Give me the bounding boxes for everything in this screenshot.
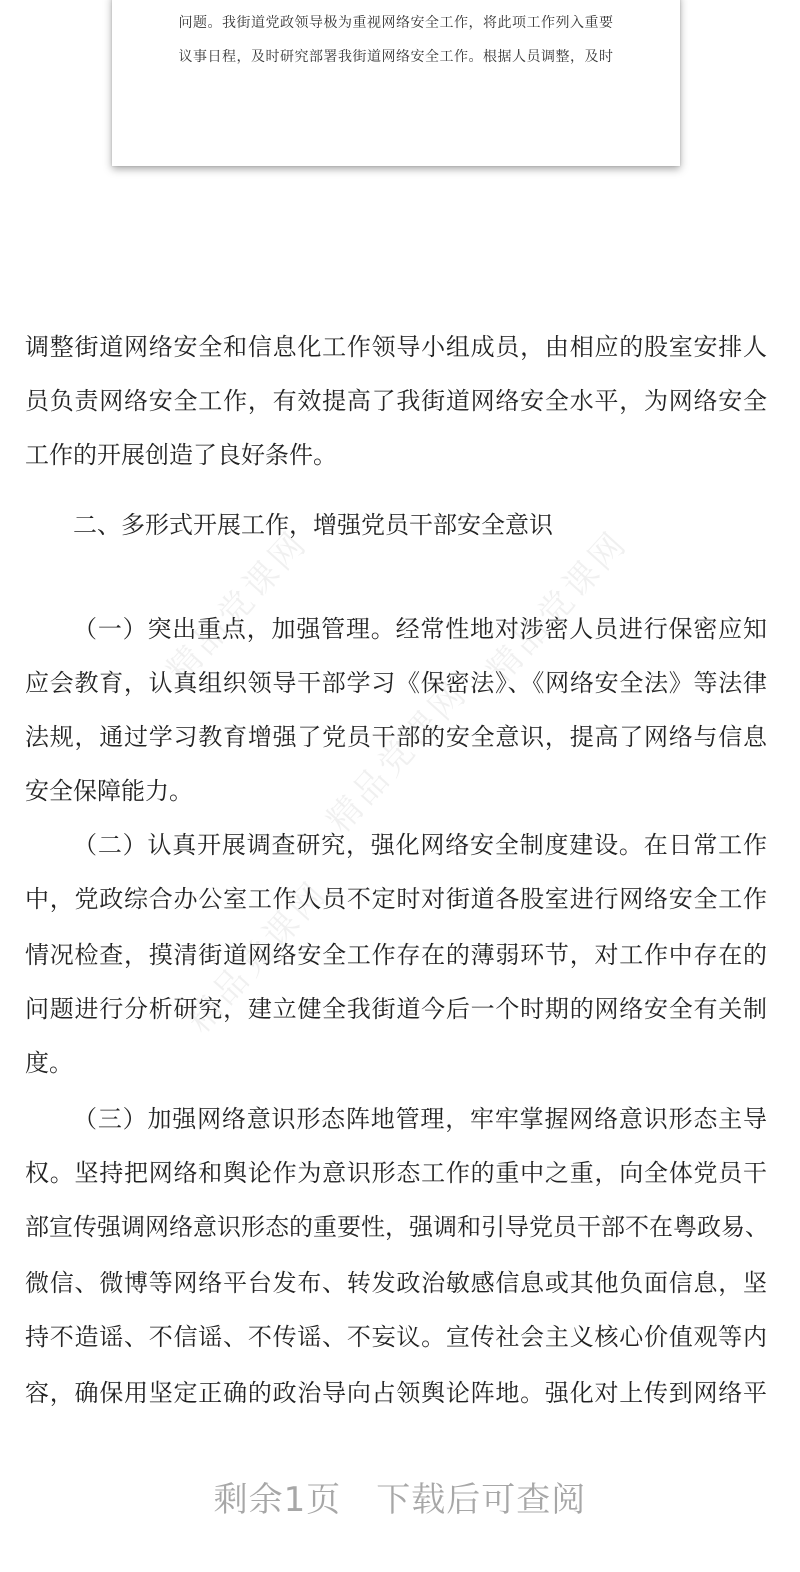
preview-card xyxy=(112,0,680,166)
download-prompt[interactable]: 剩余1页 下载后可查阅 xyxy=(213,1480,587,1520)
preview-line: 议事日程，及时研究部署我街道网络安全工作。根据人员调整，及时 xyxy=(178,49,614,65)
watermark: 精品党课网 xyxy=(479,522,637,691)
watermark: 精品党课网 xyxy=(319,672,477,841)
body-line: 微信、微博等网络平台发布、转发政治敏感信息或其他负面信息，坚 xyxy=(25,1269,767,1297)
section-heading: 二、多形式开展工作，增强党员干部安全意识 xyxy=(73,511,553,539)
body-line: 应会教育，认真组织领导干部学习《保密法》、《网络安全法》等法律 xyxy=(25,669,767,697)
body-line: （三）加强网络意识形态阵地管理，牢牢掌握网络意识形态主导 xyxy=(73,1105,767,1133)
body-line: 权。坚持把网络和舆论作为意识形态工作的重中之重，向全体党员干 xyxy=(25,1159,767,1187)
body-line: 情况检查，摸清街道网络安全工作存在的薄弱环节，对工作中存在的 xyxy=(25,941,767,969)
body-line: 工作的开展创造了良好条件。 xyxy=(25,441,337,469)
watermark: 精品党课网 xyxy=(159,522,317,691)
body-line: 容，确保用坚定正确的政治导向占领舆论阵地。强化对上传到网络平 xyxy=(25,1379,767,1407)
body-line: （一）突出重点，加强管理。经常性地对涉密人员进行保密应知 xyxy=(73,615,767,643)
body-line: 度。 xyxy=(25,1049,73,1077)
preview-line: 问题。我街道党政领导极为重视网络安全工作，将此项工作列入重要 xyxy=(178,15,614,31)
body-line: 部宣传强调网络意识形态的重要性，强调和引导党员干部不在粤政易、 xyxy=(25,1213,769,1241)
body-line: 问题进行分析研究，建立健全我街道今后一个时期的网络安全有关制 xyxy=(25,995,767,1023)
body-line: 持不造谣、不信谣、不传谣、不妄议。宣传社会主义核心价值观等内 xyxy=(25,1323,767,1351)
body-line: 调整街道网络安全和信息化工作领导小组成员，由相应的股室安排人 xyxy=(25,333,767,361)
body-line: 员负责网络安全工作，有效提高了我街道网络安全水平，为网络安全 xyxy=(25,387,767,415)
body-line: 法规，通过学习教育增强了党员干部的安全意识，提高了网络与信息 xyxy=(25,723,767,751)
body-line: （二）认真开展调查研究，强化网络安全制度建设。在日常工作 xyxy=(73,831,767,859)
body-line: 中，党政综合办公室工作人员不定时对街道各股室进行网络安全工作 xyxy=(25,885,767,913)
body-line: 安全保障能力。 xyxy=(25,777,193,805)
watermark: 精品党课网 xyxy=(179,872,337,1041)
